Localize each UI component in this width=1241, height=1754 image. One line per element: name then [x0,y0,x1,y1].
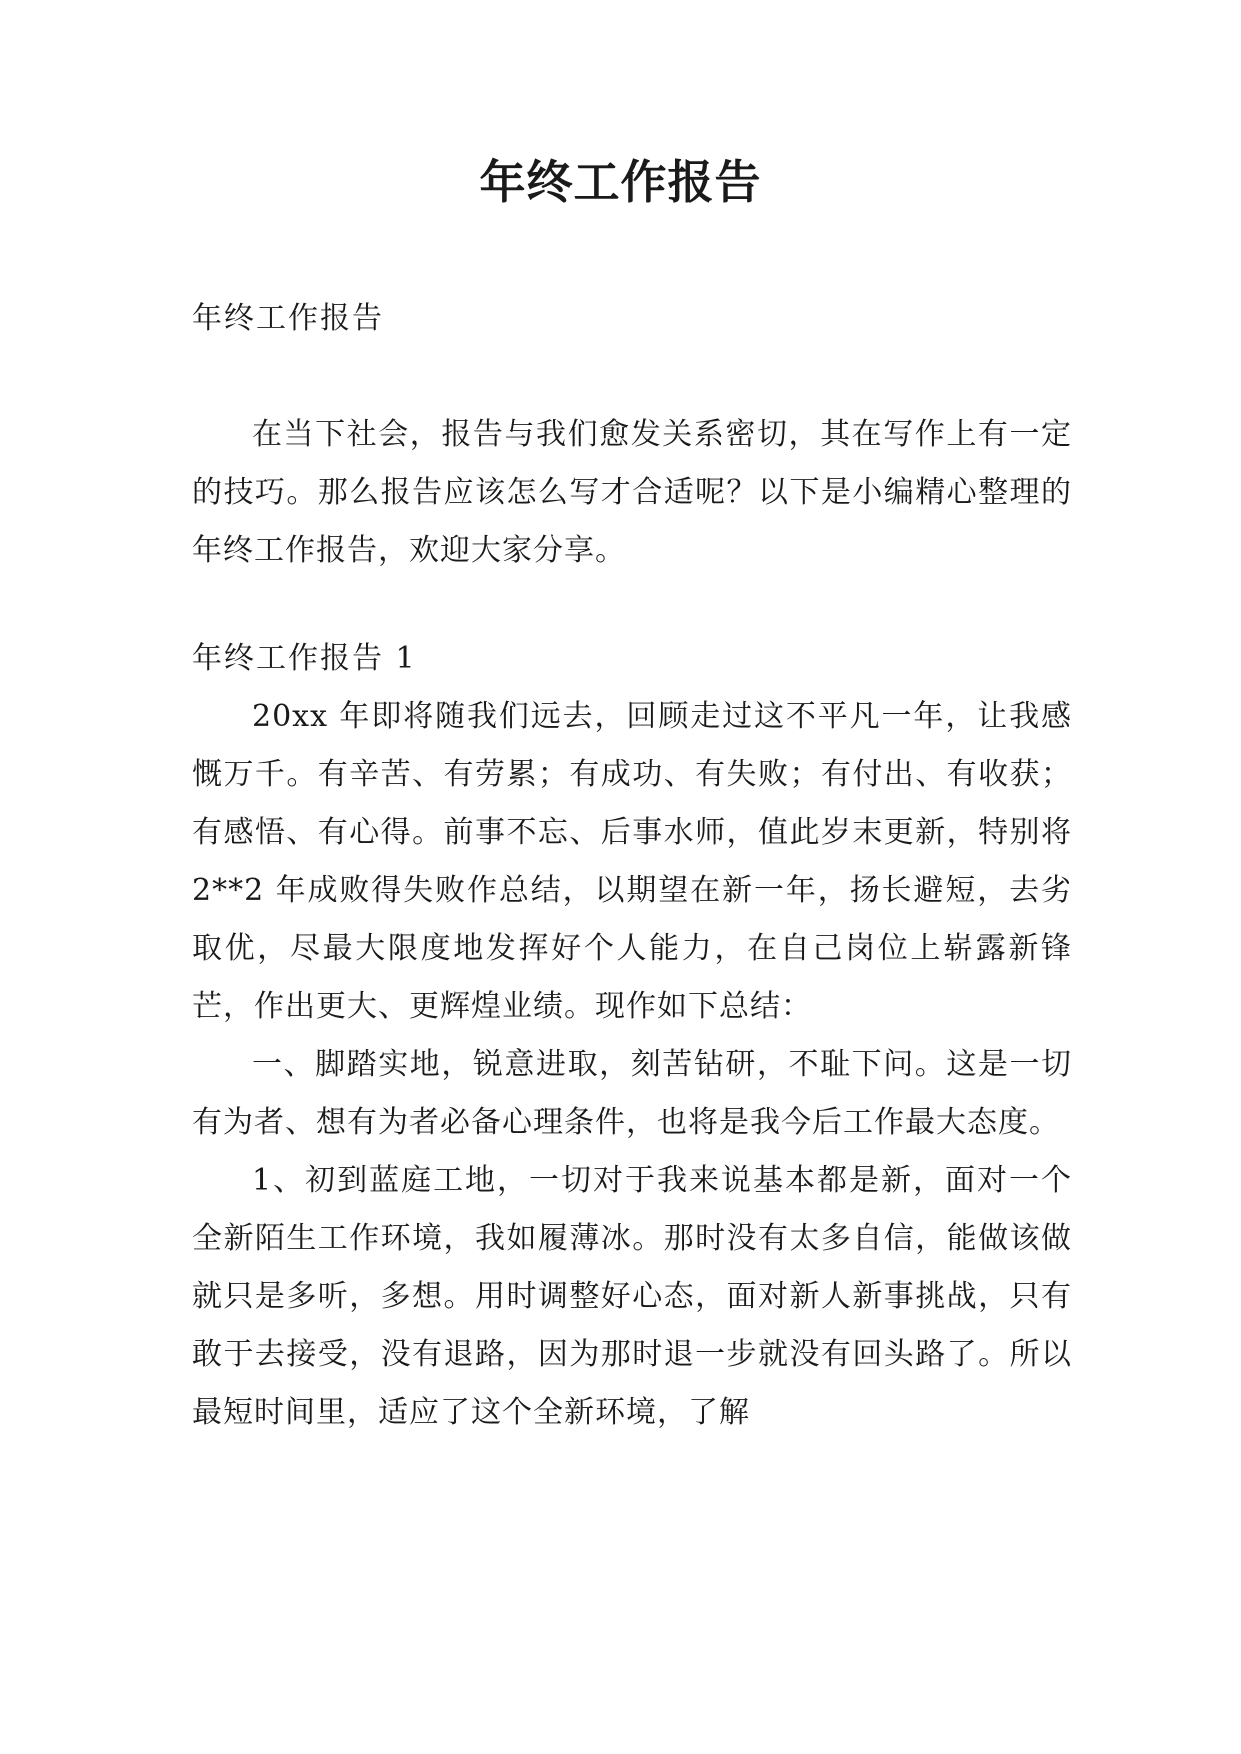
body-paragraph: 1、初到蓝庭工地，一切对于我来说基本都是新，面对一个全新陌生工作环境，我如履薄冰。那时没有太多自信，能做该做就只是多听，多想。用时调整好心态，面对新人新事挑战，只有敢于去接受，没有退路，因为那时退一步就没有回头路了。所以最短时间里，适应了这个全新环境，了解 [192,1163,1072,1430]
document-subtitle: 年终工作报告 [192,301,384,336]
intro-paragraph: 在当下社会，报告与我们愈发关系密切，其在写作上有一定的技巧。那么报告应该怎么写才合适呢？以下是小编精心整理的年终工作报告，欢迎大家分享。 [192,417,1072,568]
document-title: 年终工作报告 [479,155,762,209]
body-paragraph: 20xx 年即将随我们远去，回顾走过这不平凡一年，让我感慨万千。有辛苦、有劳累；有成功、有失败；有付出、有收获；有感悟、有心得。前事不忘、后事水师，值此岁末更新，特别将 2**2 年成败得失败作总结，以期望在新一年，扬长避短，去劣取优，尽最大限度地发挥好个人能力，在自己岗位上崭露新锋芒，作出更大、更辉煌业绩。现作如下总结： [192,699,1072,1024]
body-paragraph: 一、脚踏实地，锐意进取，刻苦钻研，不耻下问。这是一切有为者、想有为者必备心理条件，也将是我今后工作最大态度。 [192,1047,1072,1140]
spacer [192,580,1072,630]
section-heading: 年终工作报告 1 [192,641,417,676]
document-body [192,290,1072,1442]
spacer [192,348,1072,406]
